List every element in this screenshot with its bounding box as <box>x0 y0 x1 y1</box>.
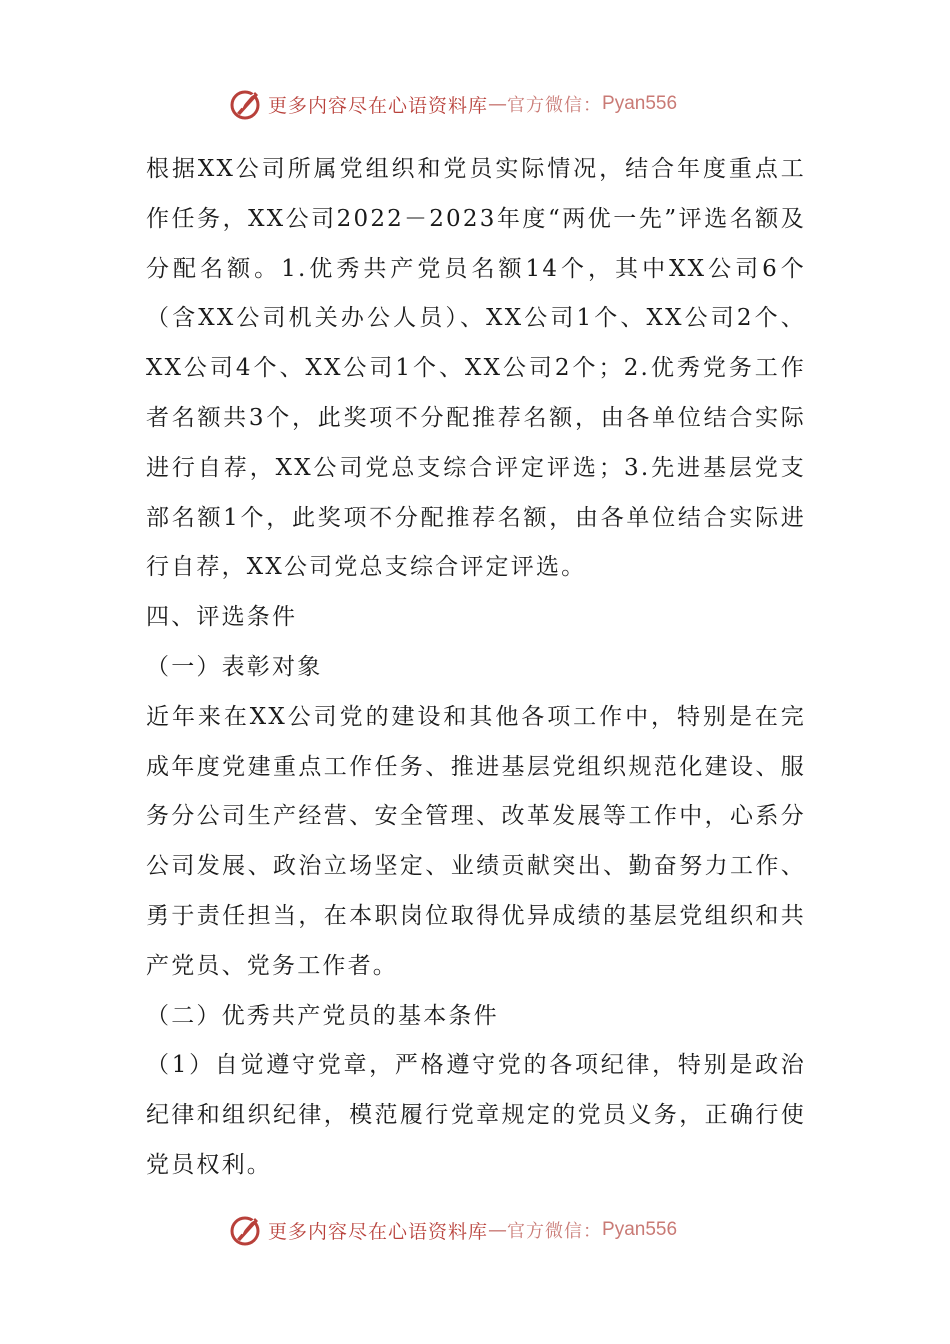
subheading-party-member-conditions: （二）优秀共产党员的基本条件 <box>146 1002 499 1029</box>
banner-dash: — <box>488 1219 508 1241</box>
banner-official-label: 官方微信： <box>507 95 603 116</box>
banner-wechat-id: Pyan556 <box>602 93 678 114</box>
commendation-targets-paragraph: 近年来在XX公司党的建设和其他各项工作中，特别是在完成年度党建重点工作任务、推进基层党组织规范化建设、服务分公司生产经营、安全管理、改革发展等工作中，心系分公司发展、政治立场坚定、业绩贡献突出、勤奋努力工作、勇于责任担当，在本职岗位取得优异成绩的基层党组织和共产党员、党务工作者。 <box>146 703 806 979</box>
section-heading-criteria: 四、评选条件 <box>146 604 298 631</box>
banner-wechat-id: Pyan556 <box>602 1219 678 1240</box>
banner-brand-text: 更多内容尽在心语资料库 <box>268 94 489 117</box>
condition-item-1: （1）自觉遵守党章，严格遵守党的各项纪律，特别是政治纪律和组织纪律，模范履行党章规定的党员义务，正确行使党员权利。 <box>146 1052 806 1178</box>
subheading-commendation-targets: （一）表彰对象 <box>146 653 323 680</box>
document-body <box>146 145 806 1191</box>
quill-logo-icon <box>228 1212 264 1248</box>
banner-brand-text: 更多内容尽在心语资料库 <box>268 1220 489 1243</box>
banner-official-label: 官方微信： <box>507 1221 603 1242</box>
quota-paragraph: 根据XX公司所属党组织和党员实际情况，结合年度重点工作任务，XX公司2022－2023年度“两优一先”评选名额及分配名额。1.优秀共产党员名额14个，其中XX公司6个（含XX公司机关办公人员）、XX公司1个、XX公司2个、XX公司4个、XX公司1个、XX公司2个；2.优秀党务工作者名额共3个，此奖项不分配推荐名额，由各单位结合实际进行自荐，XX公司党总支综合评定评选；3.先进基层党支部名额1个，此奖项不分配推荐名额，由各单位结合实际进行自荐，XX公司党总支综合评定评选。 <box>146 156 806 581</box>
banner-dash: — <box>488 93 508 115</box>
quill-logo-icon <box>228 86 264 122</box>
header-banner <box>228 84 748 124</box>
footer-banner <box>228 1210 748 1250</box>
